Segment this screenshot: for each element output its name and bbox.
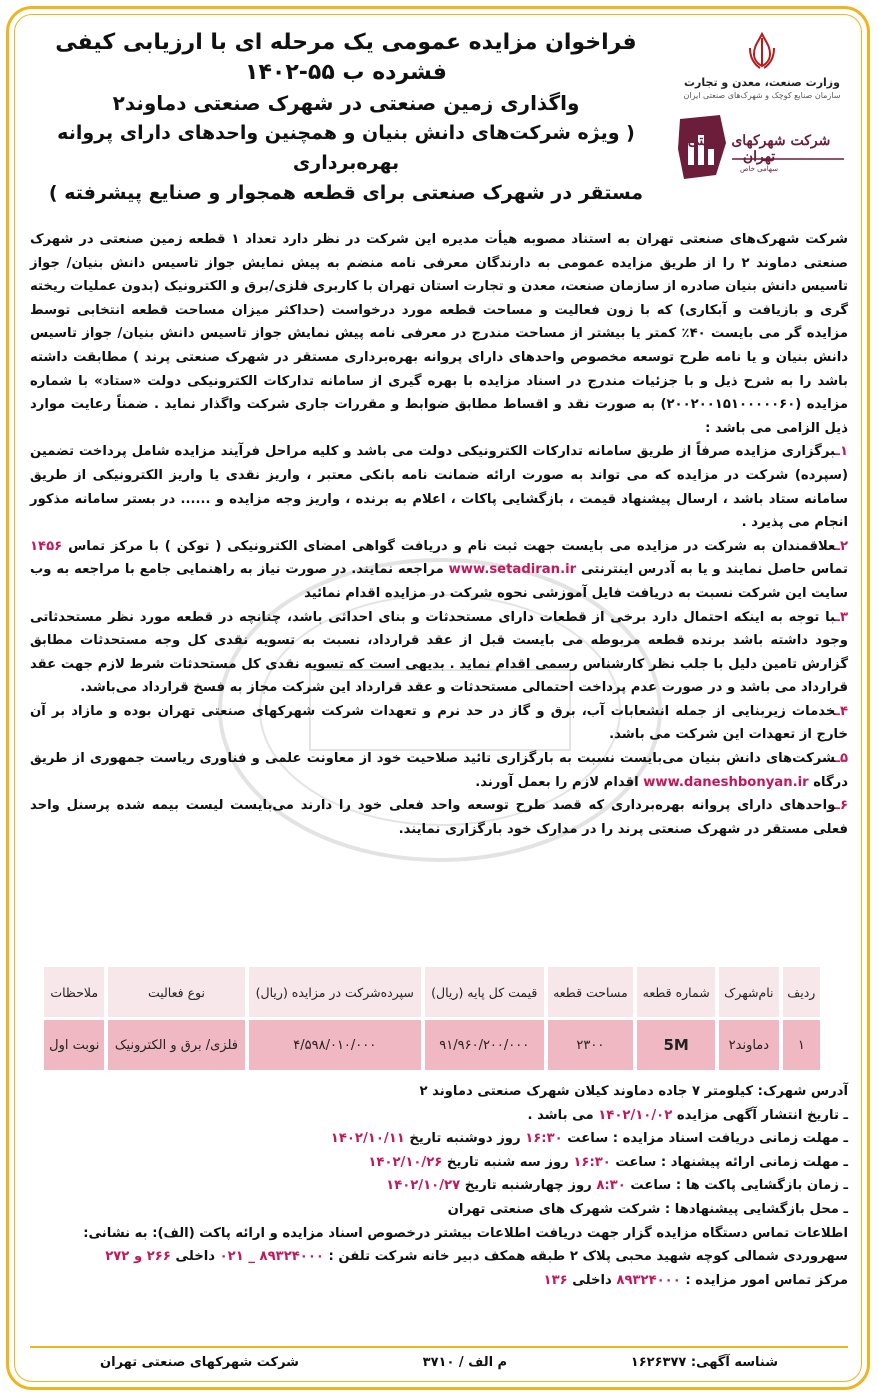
open-label: ـ زمان بازگشایی پاکت ها : ساعت (625, 1178, 848, 1194)
col-plot-number: شماره قطعه (637, 967, 715, 1017)
col-town: نام‌شهرک (719, 967, 779, 1017)
contact-ext-label: داخلی (170, 1249, 220, 1265)
docs-date: ۱۴۰۲/۱۰/۱۱ (330, 1131, 405, 1147)
item-1-text: برگزاری مزایده صرفاً از طریق سامانه تدارکات الکترونیکی دولت می باشد و کلیه مراحل فرآیند مزایده شامل پرداخت تضمین (سپرده) شرکت در مزایده که می تواند به صورت ارائه ضمانت نامه بانکی معتبر ، واریز نقدی یا واریز الکترونیکی از طریق سامانه ستاد باشد ، ارسال پیشنهاد قیمت ، بازگشایی پاکات ، اعلام به برنده ، واریز وجه مزایده و ...... در بستر سامانه مذکور انجام می پذیرد . (30, 444, 848, 531)
company-signature: شرکت شهرکهای صنعتی تهران (100, 1354, 299, 1370)
intro-paragraph: شرکت شهرک‌های صنعتی تهران به استناد مصوبه هیأت مدیره این شرکت در نظر دارد تعداد ۱ قطعه زمین صنعتی در شهرک صنعتی دماوند ۲ را از طریق مزایده عمومی به دارندگان معرفی نامه منضم به پیش نمایش جواز تاسیس دانش بنیان/ جواز تاسیس دانش بنیان صادره از سازمان صنعت، معدن و تجارت استان تهران با کاربری فلزی/برق و الکترونیک (بدون عملیات ریخته گری و بازیافت و آبکاری) که با زون فعالیت و مساحت قطعه مورد درخواست (حداکثر میزان مساحت قطعه انتخابی توسط مزایده گر می بایست ۴۰٪ کمتر یا بیشتر از مساحت مندرج در معرفی نامه پیش نمایش جواز تاسیس دانش بنیان/ جواز تاسیس دانش بنیان و یا نامه طرح توسعه مخصوص واحدهای دارای پروانه بهره‌برداری مستقر در شهرک صنعتی پرند ) مطابقت داشته باشد را به شرح ذیل و با جزئیات مندرج در اسناد مزایده با بهره گیری از سامانه تدارکات الکترونیکی دولت «ستاد» با شماره مزایده (۲۰۰۲۰۰۱۵۱۰۰۰۰۰۶۰) به صورت نقد و اقساط مطابق ضوابط و مقررات جاری شرکت واگذار نماید . ضمناً رعایت موارد ذیل الزامی می باشد : (30, 232, 849, 436)
item-3 (30, 606, 848, 700)
contact-phone: ۸۹۳۲۴۰۰۰ _ ۰۲۱ (219, 1249, 324, 1265)
offer-deadline-line (30, 1151, 848, 1175)
col-row-num: ردیف (783, 967, 820, 1017)
center-ext-label: داخلی (567, 1272, 617, 1288)
ad-code: م الف / ۳۷۱۰ (422, 1354, 508, 1370)
offer-mid: روز سه شنبه تاریخ (442, 1154, 574, 1170)
offer-date: ۱۴۰۲/۱۰/۲۶ (368, 1154, 443, 1170)
contact-ext: ۲۶۶ و ۲۷۲ (105, 1249, 171, 1265)
cell-row-num: ۱ (783, 1020, 820, 1070)
ad-id: شناسه آگهی: ۱۶۲۶۳۷۷ (630, 1354, 778, 1370)
cell-base-price: ۹۱/۹۶۰/۲۰۰/۰۰۰ (425, 1020, 544, 1070)
contact-line: اطلاعات تماس دستگاه مزایده گزار جهت دریافت اطلاعات بیشتر درخصوص اسناد مزایده و ارائه پاکت (الف): به نشانی: (83, 1225, 848, 1241)
setadiran-link[interactable]: www.setadiran.ir (448, 562, 577, 578)
iran-emblem-icon (744, 30, 780, 70)
cell-area: ۲۳۰۰ (548, 1020, 634, 1070)
opening-place-line: ـ محل بازگشایی پیشنهادها : شرکت شهرک های صنعتی تهران (447, 1201, 848, 1217)
item-4 (30, 700, 848, 747)
company-logo-icon (676, 109, 848, 183)
item-2-text-c: مراجعه نمایند. در صورت نیاز به راهنمایی جامع با مراجعه به وب سایت این شرکت نسبت به دریافت فایل آموزشی نحوه شرکت در مزایده اقدام نمائید (30, 562, 848, 601)
item-6 (30, 794, 848, 841)
open-time: ۸:۳۰ (596, 1178, 626, 1194)
item-1 (30, 440, 848, 534)
footer-info (30, 1080, 848, 1292)
col-deposit: سپرده‌شرکت در مزایده (ریال) (249, 967, 421, 1017)
opening-time-line (30, 1174, 848, 1198)
title-block (26, 28, 666, 208)
item-5-number: ۵ـ (835, 751, 848, 767)
table-row (44, 1020, 820, 1070)
ministry-name: وزارت صنعت، معدن و تجارت (684, 76, 840, 89)
item-5-text-a: شرکت‌های دانش بنیان می‌بایست نسبت به بارگزاری تائید صلاحیت خود از معاونت علمی و فناوری ریاست جمهوری از طریق درگاه (30, 751, 848, 790)
table-header-row (44, 967, 820, 1017)
item-2-text-b: تماس حاصل نمایند و یا به آدرس اینترنتی (576, 562, 848, 578)
item-6-text: واحدهای دارای پروانه بهره‌برداری که قصد طرح توسعه واحد فعلی خود را دارند می‌بایست لیست بیمه شده پرسنل واحد فعلی مستقر در شهرک صنعتی پرند را در مدارک خود بارگزاری نمایند. (30, 798, 848, 837)
col-activity: نوع فعالیت (108, 967, 244, 1017)
item-4-text: خدمات زیربنایی از جمله انشعابات آب، برق و گاز در حد نرم و تعهدات شرکت شهرکهای صنعتی تهران بوده و مازاد بر آن خارج از تعهدات این شرکت می باشد. (30, 703, 848, 743)
item-6-number: ۶ـ (835, 798, 848, 814)
title-line-1: فراخوان مزایده عمومی یک مرحله ای با ارزیابی کیفی فشرده ب ۵۵-۱۴۰۲ (55, 30, 637, 85)
item-3-number: ۳ـ (835, 609, 848, 625)
call-center-line (30, 1269, 848, 1293)
bottom-bar (30, 1346, 848, 1376)
logos (672, 28, 852, 224)
item-5 (30, 747, 848, 794)
offer-time: ۱۶:۳۰ (573, 1154, 611, 1170)
ministry-subtitle: سازمان صنایع کوچک و شهرک‌های صنعتی ایران (683, 91, 841, 100)
address-label: آدرس شهرک: (753, 1084, 848, 1099)
col-base-price: قیمت کل پایه (ریال) (425, 967, 544, 1017)
docs-time: ۱۶:۳۰ (525, 1131, 563, 1147)
open-mid: روز چهارشنبه تاریخ (460, 1178, 597, 1194)
col-area: مساحت قطعه (548, 967, 634, 1017)
item-5-text-b: اقدام لازم را بعمل آورند. (475, 774, 644, 790)
contact-address: سهروردی شمالی کوچه شهید محبی پلاک ۲ طبقه همکف دبیر خانه شرکت تلفن : (323, 1249, 848, 1265)
body-text (30, 228, 848, 841)
open-date: ۱۴۰۲/۱۰/۲۷ (386, 1178, 461, 1194)
header (26, 28, 852, 224)
col-notes: ملاحظات (44, 967, 104, 1017)
cell-deposit: ۴/۵۹۸/۰۱۰/۰۰۰ (249, 1020, 421, 1070)
address-value: کیلومتر ۷ جاده دماوند کیلان شهرک صنعتی دماوند ۲ (419, 1084, 754, 1099)
docs-deadline-line (30, 1127, 848, 1151)
item-1-number: ۱ـ (835, 444, 848, 460)
publish-date-line (30, 1104, 848, 1128)
plots-table (40, 964, 824, 1073)
publish-date: ۱۴۰۲/۱۰/۰۲ (598, 1107, 673, 1123)
company-logo-tag: سهامی خاص (740, 165, 778, 173)
publish-suffix: می باشد . (527, 1107, 599, 1123)
title-line-4: مستقر در شهرک صنعتی برای قطعه همجوار و صنایع پیشرفته ) (48, 182, 644, 204)
item-3-text: با توجه به اینکه احتمال دارد برخی از قطعات دارای مستحدثات و بنای احداثی باشد، چنانچه در قطعه مورد نظر مستحدثاتی وجود داشته باشد برنده قطعه مربوطه می بایست قبل از عقد قرارداد، نسبت به تسویه نقدی کل وجه مستحدثات مطابق گزارش تامین دلیل با جلب نظر کارشناس رسمی اقدام نماید . بدیهی است که تسویه نقدی کل مستحدثات شرط لازم جهت عقد قرارداد می باشد و در صورت عدم پرداخت احتمالی مستحدثات و عقد قرارداد این شرکت مجاز به فسخ قرارداد می‌باشد. (30, 609, 848, 696)
title-line-2: واگذاری زمین صنعتی در شهرک صنعتی دماوند۲ (112, 91, 580, 115)
docs-mid: روز دوشنبه تاریخ (404, 1131, 526, 1147)
daneshbonyan-link[interactable]: www.daneshbonyan.ir (643, 774, 809, 790)
title-line-3: ( ویژه شرکت‌های دانش بنیان و همچنین واحدهای دارای پروانه بهره‌برداری (57, 122, 635, 174)
cell-notes: نوبت اول (44, 1020, 104, 1070)
offer-label: ـ مهلت زمانی ارائه پیشنهاد : ساعت (610, 1154, 848, 1170)
publish-label: ـ تاریخ انتشار آگهی مزایده (672, 1107, 848, 1123)
item-2-text-a: علاقمندان به شرکت در مزایده می بایست جهت ثبت نام و دریافت گواهی امضای الکترونیکی ( توکن ) با مرکز تماس (62, 538, 836, 554)
center-phone: ۸۹۳۲۴۰۰۰ (616, 1272, 681, 1288)
contact-address-line (30, 1245, 848, 1269)
call-center-number: ۱۴۵۶ (30, 538, 63, 554)
item-2 (30, 535, 848, 606)
cell-plot-number: 5M (637, 1020, 715, 1070)
item-4-number: ۴ـ (835, 703, 848, 719)
town-address (30, 1080, 848, 1104)
docs-label: ـ مهلت زمانی دریافت اسناد مزایده : ساعت (562, 1131, 848, 1147)
company-logo-text: شرکت شهرکهای صنعتی تهران (687, 133, 831, 165)
center-ext: ۱۳۶ (543, 1272, 568, 1288)
item-2-number: ۲ـ (835, 538, 848, 554)
cell-activity: فلزی/ برق و الکترونیک (108, 1020, 244, 1070)
cell-town: دماوند۲ (719, 1020, 779, 1070)
center-label: مرکز تماس امور مزایده : (680, 1272, 848, 1288)
